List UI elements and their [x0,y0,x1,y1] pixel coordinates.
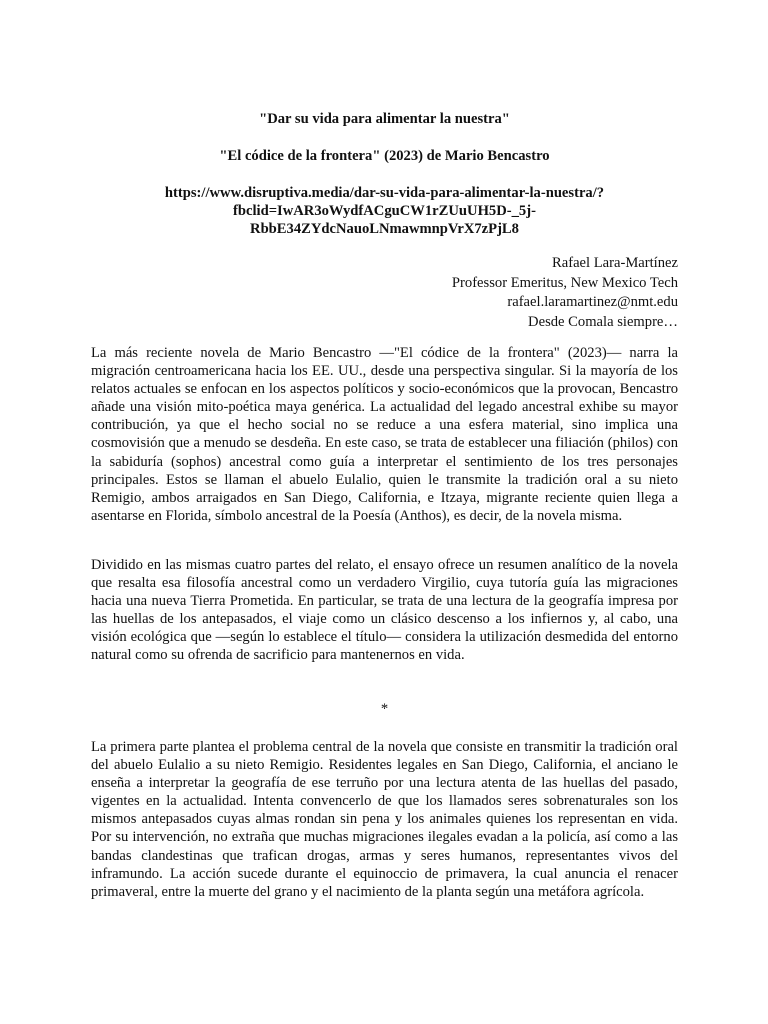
author-place: Desde Comala siempre… [528,313,678,330]
source-url: https://www.disruptiva.media/dar-su-vida-para-alimentar-la-nuestra/? fbclid=IwAR3oWydfACguCW1rZUuUH5D-_5j- RbbE34ZYdcNauoLNmawmnpVrX7zPjL8 [164,185,605,237]
author-email: rafael.laramartinez@nmt.edu [507,294,678,310]
author-block [452,254,678,332]
body-paragraph: La primera parte plantea el problema central de la novela que consiste en transmitir la tradición oral del abuelo Eulalio a su nieto Remigio. Residentes legales en San Diego, California, el anciano le enseña a interpretar la geografía de ese terruño por una lectura atenta de las huellas del pasado, vigentes en la actualidad. Intenta convencerlo de que los llamados seres sobrenaturales son los mismos antepasados cuyas almas rondan sin pena y los animales quienes los representan en vida. Por su intervención, no extraña que muchas migraciones ilegales evadan a la policía, así como a las bandas clandestinas que trafican drogas, armas y seres humanos, representantes vivos del inframundo. La acción sucede durante el equinoccio de primavera, la cual anuncia el renacer primaveral, entre la muerte del grano y el nacimiento de la planta según una metáfora agrícola. [91,739,678,900]
document-subtitle: "El códice de la frontera" (2023) de Mario Bencastro [219,148,550,164]
body-paragraph: La más reciente novela de Mario Bencastro —"El códice de la frontera" (2023)— narra la migración centroamericana hacia los EE. UU., desde una perspectiva singular. Si la mayoría de los relatos actuales se enfocan en los aspectos políticos y socio-económicos que la provocan, Bencastro añade una visión mito-poética maya genérica. La actualidad del legado ancestral exhibe su mayor contribución, ya que el hecho social no se reduce a una esfera material, sino implica una cosmovisión que a menudo se desdeña. En este caso, se trata de establecer una filiación (philos) con la sabiduría (sophos) ancestral como guía a interpretar el sentimiento de los tres personajes principales. Estos se llaman el abuelo Eulalio, quien le transmite la tradición oral a su nieto Remigio, ambos arraigados en San Diego, California, e Itzaya, migrante reciente quien llega a asentarse en Florida, símbolo ancestral de la Poesía (Anthos), es decir, de la novela misma. [91,345,678,524]
document-title: "Dar su vida para alimentar la nuestra" [259,111,510,127]
body-paragraph: Dividido en las mismas cuatro partes del relato, el ensayo ofrece un resumen analítico de la novela que resalta esa filosofía ancestral como un verdadero Virgilio, cuya tutoría guía las migraciones hacia una nueva Tierra Prometida. En particular, se trata de una lectura de la geografía impresa por las huellas de los antepasados, el viaje como un clásico descenso a los infiernos y, al cabo, una visión ecológica que —según lo establece el título— considera la utilización desmedida del entorno natural como su ofrenda de sacrificio para mantenernos en vida. [91,557,678,664]
section-separator: * [380,701,389,717]
author-name: Rafael Lara-Martínez [552,255,678,271]
author-affiliation: Professor Emeritus, New Mexico Tech [451,274,678,291]
